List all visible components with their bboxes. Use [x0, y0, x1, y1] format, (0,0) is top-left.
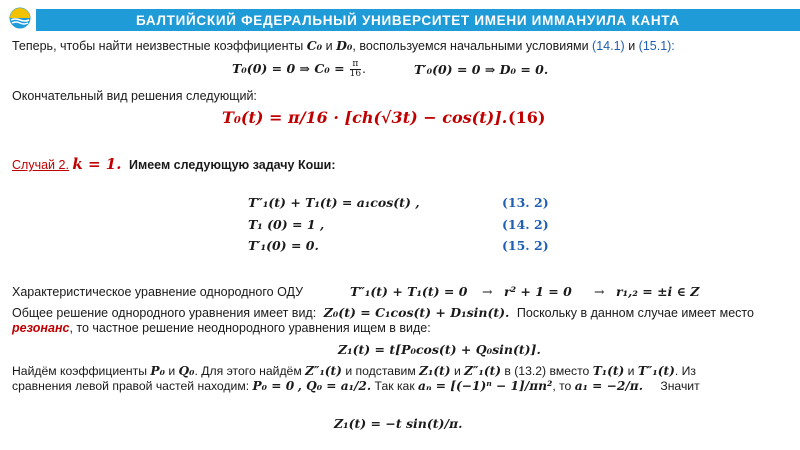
arrow-1: → — [482, 284, 493, 299]
find-text-b: . Для этого найдём — [194, 364, 302, 378]
frac-den: 16 — [349, 69, 362, 79]
intro-text: Теперь, чтобы найти неизвестные коэффициенты — [12, 39, 304, 53]
case2-k: k = 1. — [72, 155, 122, 173]
find-text-l2c: , то — [552, 379, 572, 393]
find-line-2 — [12, 378, 700, 394]
eq-d0: T′₀(0) = 0 ⇒ D₀ = 0. — [414, 62, 549, 77]
case2-line — [12, 156, 336, 173]
a1-formula: a₁ = −2/π. — [574, 379, 643, 393]
intro-line — [12, 38, 675, 54]
ref-13-2: (13.2) — [514, 364, 547, 378]
conj: и — [325, 39, 333, 53]
find-text-l2a: сравнения левой правой частей находим: — [12, 379, 250, 393]
d0-symbol: D₀ — [336, 38, 353, 53]
conj: и — [628, 39, 636, 53]
header-title: БАЛТИЙСКИЙ ФЕДЕРАЛЬНЫЙ УНИВЕРСИТЕТ ИМЕНИ ИММАНУИЛА КАНТА — [136, 13, 680, 28]
find-text-l2d: Значит — [660, 379, 700, 393]
char-text: Характеристическое уравнение однородного ОДУ — [12, 285, 304, 299]
eq-c0-left: T₀(0) = 0 ⇒ C₀ = — [232, 61, 345, 76]
z1pp-symbol: Z″₁(t) — [305, 364, 342, 378]
system-num-2: (14. 2) — [502, 217, 549, 232]
general-text-b: Поскольку в данном случае имеет место — [516, 306, 754, 320]
t1pp-symbol: T″₁(t) — [637, 364, 675, 378]
p0-eq: P₀ = 0 — [252, 379, 295, 393]
find-text-a: Найдём коэффициенты — [12, 364, 148, 378]
final-label: Окончательный вид решения следующий: — [12, 89, 257, 103]
arrow-2: → — [594, 284, 605, 299]
header — [0, 0, 800, 36]
eq-z1: Z₁(t) = t[P₀cos(t) + Q₀sin(t)]. — [338, 342, 541, 357]
find-text-d: вместо — [549, 364, 590, 378]
general-text-c: , то частное решение неоднородного уравнения ищем в виде: — [69, 321, 431, 335]
eq-16: T₀(t) = π/16 · [ch(√3t) − cos(t)]. — [222, 108, 508, 127]
conj: и — [168, 364, 176, 378]
system-eq-2: T₁ (0) = 1 , — [248, 217, 325, 232]
system-eq-3: T′₁(0) = 0. — [248, 238, 319, 253]
university-logo-icon — [9, 7, 31, 29]
t1-symbol: T₁(t) — [592, 364, 625, 378]
system-num-1: (13. 2) — [502, 195, 549, 210]
an-formula: aₙ = [(−1)ⁿ − 1]/πn² — [418, 379, 553, 393]
eq-final: Z₁(t) = −t sin(t)/π. — [334, 416, 463, 431]
eq-c0 — [232, 60, 366, 79]
fraction — [350, 60, 361, 79]
z1-symbol: Z₁(t) — [419, 364, 451, 378]
p0-symbol: P₀ — [150, 364, 165, 378]
conj: и — [453, 364, 461, 378]
general-text-a: Общее решение однородного уравнения имеет вид: — [12, 306, 317, 320]
case2-text: Имеем следующую задачу Коши: — [128, 158, 336, 172]
general-formula: Z₀(t) = C₁cos(t) + D₁sin(t). — [323, 305, 510, 320]
find-text-c: и подставим — [345, 364, 416, 378]
general-line-2 — [12, 320, 431, 336]
find-line-1 — [12, 363, 696, 379]
c0-symbol: C₀ — [306, 38, 323, 53]
find-text-l2b: Так как — [374, 379, 415, 393]
frac-num: π — [350, 60, 361, 70]
case2-label: Случай 2. — [12, 158, 69, 172]
q0-symbol: Q₀ — [178, 364, 195, 378]
ref-14-1: (14.1) — [592, 39, 625, 53]
eq-16-number: (16) — [508, 108, 546, 127]
intro-text-b: , воспользуемся начальными условиями — [352, 39, 589, 53]
q0-eq: , Q₀ = a₁/2. — [297, 379, 372, 393]
conj: и — [627, 364, 635, 378]
ref-15-1: (15.1): — [638, 39, 675, 53]
system-eq-1: T″₁(t) + T₁(t) = a₁cos(t) , — [248, 195, 420, 210]
char-formula-1: T″₁(t) + T₁(t) = 0 — [350, 284, 468, 299]
z1pp-symbol-2: Z″₁(t) — [464, 364, 501, 378]
prep: в — [504, 364, 511, 378]
find-text-e: . Из — [674, 364, 696, 378]
char-formula-3: r₁,₂ = ±i ∈ Z — [616, 284, 700, 299]
resonance-word: резонанс — [12, 321, 70, 335]
eq-c0-end: . — [362, 61, 367, 76]
char-formula-2: r² + 1 = 0 — [504, 284, 572, 299]
general-line-1 — [12, 305, 754, 321]
system-num-3: (15. 2) — [502, 238, 549, 253]
